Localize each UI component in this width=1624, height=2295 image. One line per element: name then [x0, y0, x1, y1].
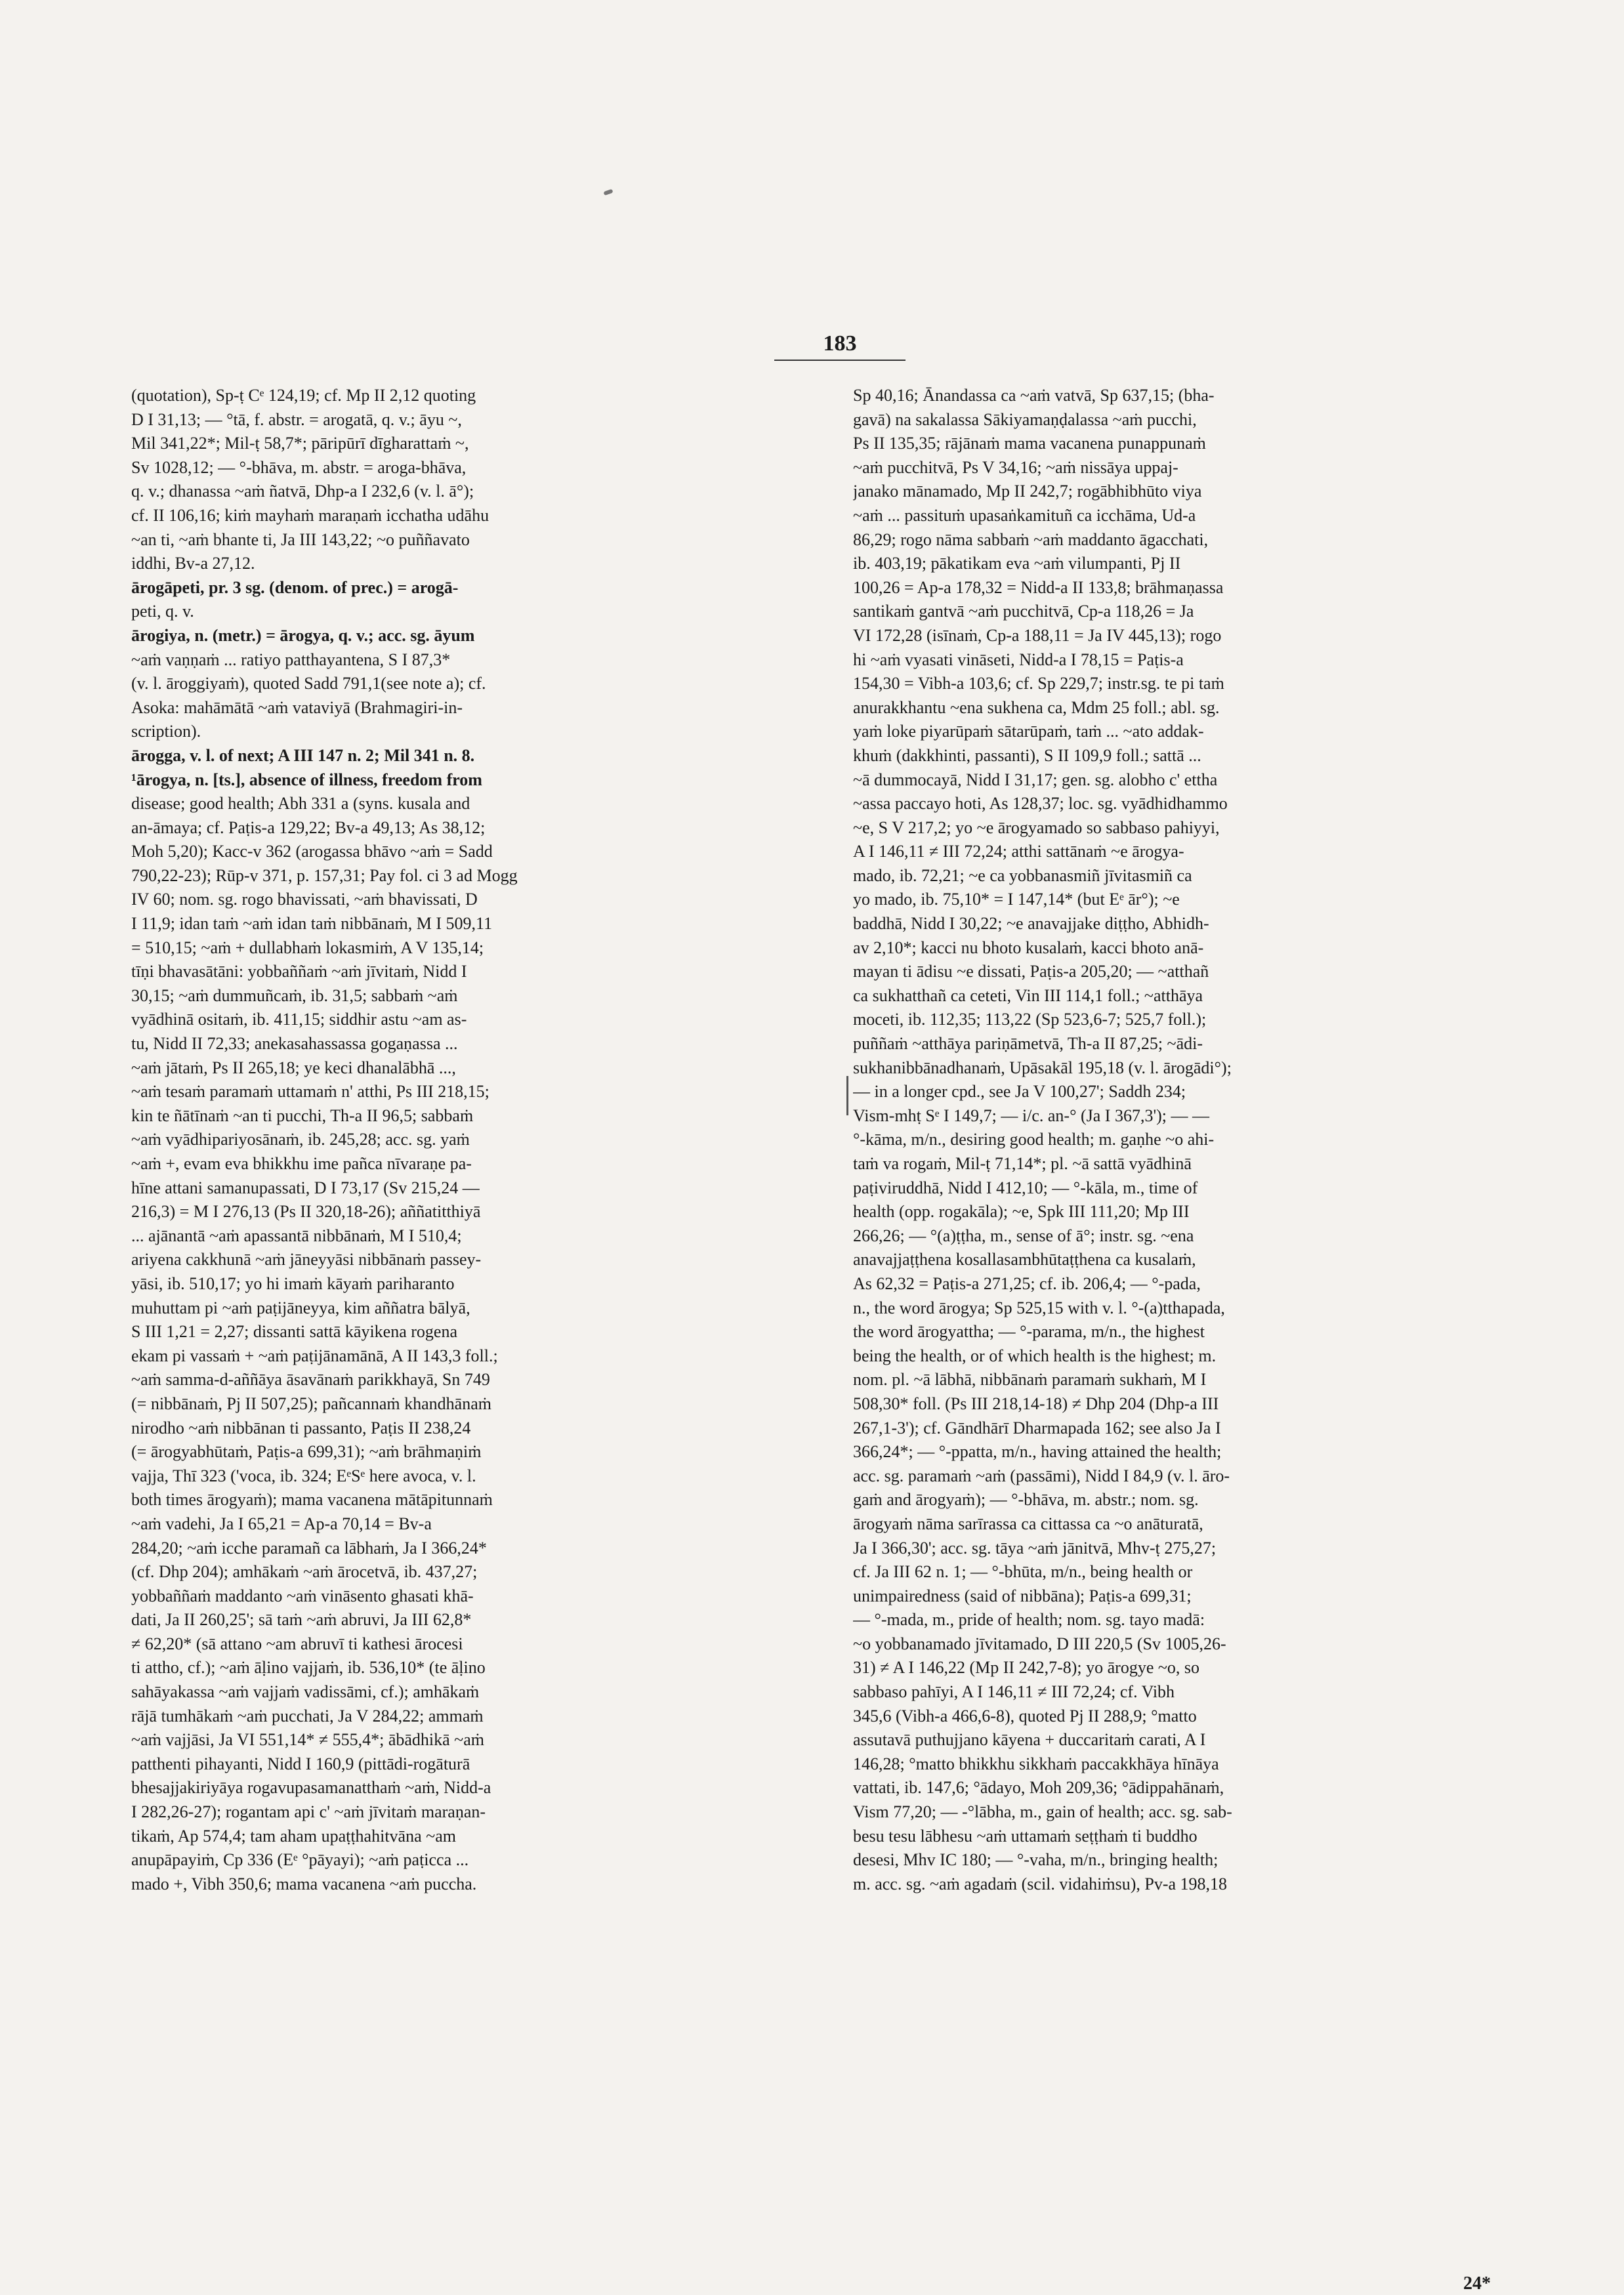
text-line: mado, ib. 72,21; ~e ca yobbanasmiñ jīvitasmiñ ca [853, 865, 1192, 885]
text-line: the word ārogyattha; — °-parama, m/n., the highest [853, 1322, 1205, 1342]
text-line: dati, Ja II 260,25'; sā taṁ ~aṁ abruvi, Ja III 62,8* [131, 1610, 472, 1630]
text-line: Vism 77,20; — -°lābha, m., gain of health; acc. sg. sab- [853, 1802, 1232, 1822]
text-line: 31) ≠ A I 146,22 (Mp II 242,7-8); yo ārogye ~o, so [853, 1658, 1200, 1678]
text-line: hi ~aṁ vyasati vināseti, Nidd-a I 78,15 = Paṭis-a [853, 650, 1184, 669]
signature-mark: 24* [1463, 2273, 1491, 2294]
text-line: S III 1,21 = 2,27; dissanti sattā kāyikena rogena [131, 1322, 457, 1342]
text-line: Ja I 366,30'; acc. sg. tāya ~aṁ jānitvā, Mhv-ṭ 275,27; [853, 1538, 1217, 1558]
text-line: ārogyaṁ nāma sarīrassa ca cittassa ca ~o anāturatā, [853, 1514, 1203, 1533]
text-line: ≠ 62,20* (sā attano ~am abruvī ti kathesi ārocesi [131, 1634, 463, 1653]
text-line: 267,1-3'); cf. Gāndhārī Dharmapada 162; see also Ja I [853, 1418, 1221, 1437]
text-line: 154,30 = Vibh-a 103,6; cf. Sp 229,7; instr.sg. te pi taṁ [853, 674, 1224, 693]
text-line: sabbaso pahīyi, A I 146,11 ≠ III 72,24; cf. Vibh [853, 1682, 1175, 1702]
text-line: (cf. Dhp 204); amhākaṁ ~aṁ ārocetvā, ib. 437,27; [131, 1562, 478, 1582]
text-line: ~aṁ vajjāsi, Ja VI 551,14* ≠ 555,4*; ābādhikā ~aṁ [131, 1730, 484, 1750]
text-line: nom. pl. ~ā lābhā, nibbānaṁ paramaṁ sukhaṁ, M I [853, 1370, 1207, 1390]
text-line: vattati, ib. 147,6; °ādayo, Moh 209,36; °ādippahānaṁ, [853, 1778, 1224, 1798]
text-line: ekam pi vassaṁ + ~aṁ paṭijānamānā, A II 143,3 foll.; [131, 1346, 498, 1365]
text-line: anavajjaṭṭhena kosallasambhūtaṭṭhena ca kusalaṁ, [853, 1250, 1196, 1270]
text-line: av 2,10*; kacci nu bhoto kusalaṁ, kacci bhoto anā- [853, 938, 1204, 957]
text-line: yāsi, ib. 510,17; yo hi imaṁ kāyaṁ pariharanto [131, 1273, 455, 1293]
text-line: (quotation), Sp-ṭ Cᵉ 124,19; cf. Mp II 2,12 quoting [131, 386, 476, 405]
text-line: Moh 5,20); Kacc-v 362 (arogassa bhāvo ~aṁ = Sadd [131, 842, 493, 861]
text-line: ~aṁ jātaṁ, Ps II 265,18; ye keci dhanalābhā ..., [131, 1058, 456, 1077]
text-line: ~aṁ pucchitvā, Ps V 34,16; ~aṁ nissāya uppaj- [853, 457, 1178, 477]
text-line: bhesajjakiriyāya rogavupasamanatthaṁ ~aṁ, Nidd-a [131, 1778, 491, 1798]
text-line: 266,26; — °(a)ṭṭha, m., sense of ā°; instr. sg. ~ena [853, 1226, 1194, 1245]
text-line: muhuttam pi ~aṁ paṭijāneyya, kim aññatra bālyā, [131, 1298, 470, 1317]
text-line: paṭiviruddhā, Nidd I 412,10; — °-kāla, m., time of [853, 1178, 1198, 1197]
text-line: Asoka: mahāmātā ~aṁ vataviyā (Brahmagiri-in- [131, 697, 463, 717]
text-line: disease; good health; Abh 331 a (syns. kusala and [131, 794, 470, 814]
text-line: gavā) na sakalassa Sākiyamaṇḍalassa ~aṁ pucchi, [853, 409, 1197, 429]
text-line: 86,29; rogo nāma sabbaṁ ~aṁ maddanto āgacchati, [853, 529, 1209, 549]
text-line: ārogāpeti, pr. 3 sg. (denom. of prec.) = arogā- [131, 577, 459, 597]
text-line: yo mado, ib. 75,10* = I 147,14* (but Eᵉ ār°); ~e [853, 890, 1180, 909]
text-line: peti, q. v. [131, 602, 194, 621]
text-line: I 11,9; idan taṁ ~aṁ idan taṁ nibbānaṁ, M I 509,11 [131, 914, 493, 934]
text-line: mayan ti ādisu ~e dissati, Paṭis-a 205,20; — ~atthañ [853, 962, 1209, 982]
text-line: 790,22-23); Rūp-v 371, p. 157,31; Pay fol. ci 3 ad Mogg [131, 865, 518, 885]
text-line: VI 172,28 (isīnaṁ, Cp-a 188,11 = Ja IV 445,13); rogo [853, 625, 1222, 645]
text-line: sahāyakassa ~aṁ vajjaṁ vadissāmi, cf.); amhākaṁ [131, 1682, 480, 1702]
text-line: scription). [131, 722, 201, 741]
text-line: 508,30* foll. (Ps III 218,14-18) ≠ Dhp 204 (Dhp-a III [853, 1394, 1219, 1413]
text-line: Ps II 135,35; rājānaṁ mama vacanena punappunaṁ [853, 434, 1206, 453]
text-line: ~aṁ vaṇṇaṁ ... ratiyo patthayantena, S I 87,3* [131, 650, 451, 669]
page-number: 183 [823, 331, 857, 356]
text-line: 216,3) = M I 276,13 (Ps II 320,18-26); aññatitthiyā [131, 1202, 481, 1222]
text-line: anupāpayiṁ, Cp 336 (Eᵉ °pāyayi); ~aṁ paṭicca ... [131, 1850, 469, 1870]
text-line: patthenti pihayanti, Nidd I 160,9 (pittādi-rogāturā [131, 1754, 470, 1773]
text-line: 146,28; °matto bhikkhu sikkhaṁ paccakkhāya hīnāya [853, 1754, 1219, 1773]
text-line: besu tesu lābhesu ~aṁ uttamaṁ seṭṭhaṁ ti buddho [853, 1826, 1197, 1846]
text-line: tikaṁ, Ap 574,4; tam aham upaṭṭhahitvāna ~am [131, 1826, 456, 1846]
text-line: As 62,32 = Paṭis-a 271,25; cf. ib. 206,4; — °-pada, [853, 1273, 1201, 1293]
text-line: ¹ārogya, n. [ts.], absence of illness, freedom from [131, 770, 482, 789]
text-line: m. acc. sg. ~aṁ agadaṁ (scil. vidahiṁsu), Pv-a 198,18 [853, 1874, 1228, 1893]
text-line: 30,15; ~aṁ dummuñcaṁ, ib. 31,5; sabbaṁ ~aṁ [131, 985, 458, 1005]
text-line: ariyena cakkhunā ~aṁ jāneyyāsi nibbānaṁ passey- [131, 1250, 482, 1270]
text-line: iddhi, Bv-a 27,12. [131, 554, 255, 573]
text-line: = 510,15; ~aṁ + dullabhaṁ lokasmiṁ, A V 135,14; [131, 938, 484, 957]
text-line: khuṁ (dakkhinti, passanti), S II 109,9 foll.; sattā ... [853, 745, 1201, 765]
margin-mark [846, 1076, 848, 1115]
text-line: ~e, S V 217,2; yo ~e ārogyamado so sabbaso pahiyyi, [853, 817, 1220, 837]
text-line: 366,24*; — °-ppatta, m/n., having attained the health; [853, 1442, 1222, 1462]
text-line: ~aṁ samma-d-aññāya āsavānaṁ parikkhayā, Sn 749 [131, 1370, 490, 1390]
text-line: °-kāma, m/n., desiring good health; m. gaṇhe ~o ahi- [853, 1130, 1215, 1149]
text-line: Sv 1028,12; — °-bhāva, m. abstr. = aroga-bhāva, [131, 457, 467, 477]
text-line: ~aṁ ... passituṁ upasaṅkamituñ ca icchāma, Ud-a [853, 505, 1196, 525]
text-line: Vism-mhṭ Sᵉ I 149,7; — i/c. an-° (Ja I 367,3'); — — [853, 1106, 1210, 1125]
text-line: vyādhinā ositaṁ, ib. 411,15; siddhir astu ~am as- [131, 1010, 467, 1029]
text-line: assutavā puthujjano kāyena + duccaritaṁ carati, A I [853, 1730, 1206, 1750]
text-line: ārogiya, n. (metr.) = ārogya, q. v.; acc. sg. āyum [131, 625, 475, 645]
text-line: nirodho ~aṁ nibbānan ti passanto, Paṭis II 238,24 [131, 1418, 471, 1437]
text-line: yaṁ loke piyarūpaṁ sātarūpaṁ, taṁ ... ~ato addak- [853, 722, 1204, 741]
text-line: q. v.; dhanassa ~aṁ ñatvā, Dhp-a I 232,6 (v. l. ā°); [131, 482, 474, 501]
text-line: ~an ti, ~aṁ bhante ti, Ja III 143,22; ~o puññavato [131, 529, 470, 549]
text-line: mado +, Vibh 350,6; mama vacanena ~aṁ puccha. [131, 1874, 477, 1893]
text-line: yobbaññaṁ maddanto ~aṁ vināsento ghasati khā- [131, 1586, 474, 1605]
text-line: unimpairedness (said of nibbāna); Paṭis-a 699,31; [853, 1586, 1192, 1605]
text-line: I 282,26-27); rogantam api c' ~aṁ jīvitaṁ maraṇan- [131, 1802, 486, 1822]
text-line: (= nibbānaṁ, Pj II 507,25); pañcannaṁ khandhānaṁ [131, 1394, 491, 1413]
text-line: ~o yobbanamado jīvitamado, D III 220,5 (Sv 1005,26- [853, 1634, 1226, 1653]
text-line: hīne attani samanupassati, D I 73,17 (Sv 215,24 — [131, 1178, 480, 1197]
text-line: cf. II 106,16; kiṁ mayhaṁ maraṇaṁ icchatha udāhu [131, 505, 489, 525]
text-line: IV 60; nom. sg. rogo bhavissati, ~aṁ bhavissati, D [131, 890, 478, 909]
text-line: D I 31,13; — °tā, f. abstr. = arogatā, q. v.; āyu ~, [131, 409, 462, 429]
text-line: A I 146,11 ≠ III 72,24; atthi sattānaṁ ~e ārogya- [853, 842, 1184, 861]
text-line: (= ārogyabhūtaṁ, Paṭis-a 699,31); ~aṁ brāhmaṇiṁ [131, 1442, 482, 1462]
text-line: ib. 403,19; pākatikam eva ~aṁ vilumpanti, Pj II [853, 554, 1181, 573]
text-line: 100,26 = Ap-a 178,32 = Nidd-a II 133,8; brāhmaṇassa [853, 577, 1224, 597]
text-line: santikaṁ gantvā ~aṁ pucchitvā, Cp-a 118,26 = Ja [853, 602, 1194, 621]
text-line: ~assa paccayo hoti, As 128,37; loc. sg. vyādhidhammo [853, 794, 1228, 814]
text-line: acc. sg. paramaṁ ~aṁ (passāmi), Nidd I 84,9 (v. l. āro- [853, 1466, 1230, 1485]
text-line: moceti, ib. 112,35; 113,22 (Sp 523,6-7; 525,7 foll.); [853, 1010, 1207, 1029]
text-line: ~ā dummocayā, Nidd I 31,17; gen. sg. alobho c' ettha [853, 770, 1218, 789]
right-column [853, 384, 1555, 1896]
text-line: tu, Nidd II 72,33; anekasahassassa gogaṇassa ... [131, 1034, 458, 1054]
text-line: being the health, or of which health is the highest; m. [853, 1346, 1217, 1365]
text-line: anurakkhantu ~ena sukhena ca, Mdm 25 foll.; abl. sg. [853, 697, 1220, 717]
text-line: janako mānamado, Mp II 242,7; rogābhibhūto viya [853, 482, 1202, 501]
text-line: cf. Ja III 62 n. 1; — °-bhūta, m/n., being health or [853, 1562, 1193, 1582]
text-line: taṁ va rogaṁ, Mil-ṭ 71,14*; pl. ~ā sattā vyādhinā [853, 1154, 1192, 1173]
text-line: — in a longer cpd., see Ja V 100,27'; Saddh 234; [853, 1082, 1186, 1102]
left-column [131, 384, 833, 1896]
text-line: Mil 341,22*; Mil-ṭ 58,7*; pāripūrī dīgharattaṁ ~, [131, 434, 469, 453]
page-number-rule [774, 360, 906, 361]
text-line: 284,20; ~aṁ icche paramañ ca lābhaṁ, Ja I 366,24* [131, 1538, 487, 1558]
text-line: ~aṁ +, evam eva bhikkhu ime pañca nīvaraṇe pa- [131, 1154, 472, 1173]
text-line: Sp 40,16; Ānandassa ca ~aṁ vatvā, Sp 637,15; (bha- [853, 386, 1215, 405]
text-line: an-āmaya; cf. Paṭis-a 129,22; Bv-a 49,13; As 38,12; [131, 817, 486, 837]
text-line: — °-mada, m., pride of health; nom. sg. tayo madā: [853, 1610, 1205, 1630]
text-line: ~aṁ vyādhipariyosānaṁ, ib. 245,28; acc. sg. yaṁ [131, 1130, 470, 1149]
text-line: kin te ñātīnaṁ ~an ti pucchi, Th-a II 96,5; sabbaṁ [131, 1106, 474, 1125]
column-divider [843, 387, 844, 2218]
text-line: ~aṁ vadehi, Ja I 65,21 = Ap-a 70,14 = Bv-a [131, 1514, 432, 1533]
text-line: (v. l. āroggiyaṁ), quoted Sadd 791,1(see note a); cf. [131, 674, 486, 693]
text-line: baddhā, Nidd I 30,22; ~e anavajjake diṭṭho, Abhidh- [853, 914, 1209, 934]
text-line: vajja, Thī 323 ('voca, ib. 324; EᵉSᵉ here avoca, v. l. [131, 1466, 476, 1485]
text-line: puññaṁ ~atthāya pariṇāmetvā, Th-a II 87,25; ~ādi- [853, 1034, 1203, 1054]
text-line: ārogga, v. l. of next; A III 147 n. 2; Mil 341 n. 8. [131, 745, 475, 765]
ink-smudge [603, 189, 613, 196]
text-line: health (opp. rogakāla); ~e, Spk III 111,20; Mp III [853, 1202, 1190, 1222]
text-line: ... ajānantā ~aṁ apassantā nibbānaṁ, M I 510,4; [131, 1226, 462, 1245]
text-line: ti attho, cf.); ~aṁ āḷino vajjaṁ, ib. 536,10* (te āḷino [131, 1658, 486, 1678]
text-line: desesi, Mhv IC 180; — °-vaha, m/n., bringing health; [853, 1850, 1218, 1870]
text-line: n., the word ārogya; Sp 525,15 with v. l. °-(a)tthapada, [853, 1298, 1225, 1317]
text-line: sukhanibbānadhanaṁ, Upāsakāl 195,18 (v. l. ārogādi°); [853, 1058, 1232, 1077]
text-line: ~aṁ tesaṁ paramaṁ uttamaṁ n' atthi, Ps III 218,15; [131, 1082, 489, 1102]
text-line: rājā tumhākaṁ ~aṁ pucchati, Ja V 284,22; ammaṁ [131, 1706, 484, 1726]
text-line: both times ārogyaṁ); mama vacanena mātāpitunnaṁ [131, 1490, 493, 1510]
text-line: tīṇi bhavasātāni: yobbaññaṁ ~aṁ jīvitaṁ, Nidd I [131, 962, 467, 982]
text-line: 345,6 (Vibh-a 466,6-8), quoted Pj II 288,9; °matto [853, 1706, 1197, 1726]
text-line: ca sukhatthañ ca ceteti, Vin III 114,1 foll.; ~atthāya [853, 985, 1203, 1005]
text-line: gaṁ and ārogyaṁ); — °-bhāva, m. abstr.; nom. sg. [853, 1490, 1199, 1510]
